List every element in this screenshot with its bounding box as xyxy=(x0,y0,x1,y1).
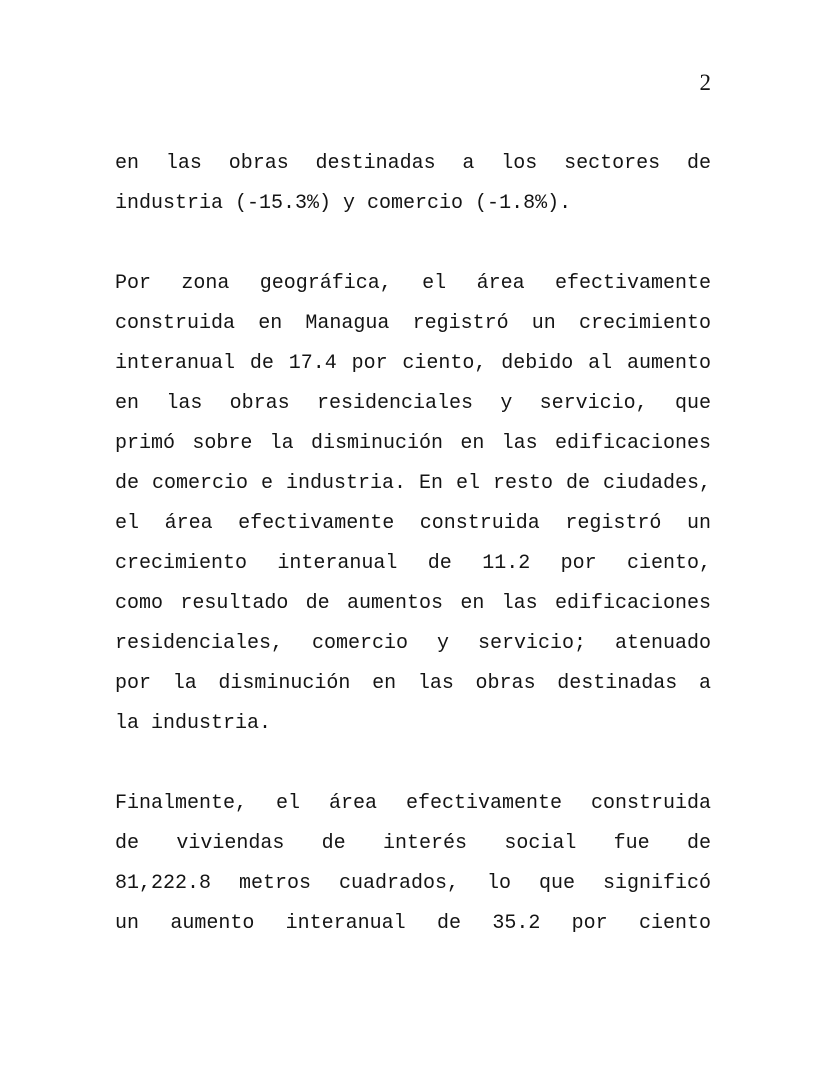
text-line: primó sobre la disminución en las edificaciones xyxy=(115,432,711,455)
text-line: crecimiento interanual de 11.2 por ciento, xyxy=(115,552,711,575)
paragraph xyxy=(115,264,711,744)
text-line: la industria. xyxy=(115,712,272,735)
text-line: Por zona geográfica, el área efectivamente xyxy=(115,272,711,295)
text-line: como resultado de aumentos en las edificaciones xyxy=(115,592,711,615)
text-line: un aumento interanual de 35.2 por ciento xyxy=(115,912,711,935)
text-line: construida en Managua registró un crecimiento xyxy=(115,312,711,335)
text-line: por la disminución en las obras destinadas a xyxy=(115,672,711,695)
text-line: residenciales, comercio y servicio; atenuado xyxy=(115,632,711,655)
page-number: 2 xyxy=(699,70,711,95)
text-line: en las obras residenciales y servicio, que xyxy=(115,392,711,415)
text-line: el área efectivamente construida registró un xyxy=(115,512,711,535)
text-line: 81,222.8 metros cuadrados, lo que significó xyxy=(115,872,711,895)
text-line: en las obras destinadas a los sectores de xyxy=(115,152,711,175)
text-line: Finalmente, el área efectivamente construida xyxy=(115,792,711,815)
text-line: interanual de 17.4 por ciento, debido al aumento xyxy=(115,352,711,375)
document-body xyxy=(115,144,711,944)
text-line: de comercio e industria. En el resto de ciudades, xyxy=(115,472,711,495)
text-line: de viviendas de interés social fue de xyxy=(115,832,711,855)
text-line: industria (-15.3%) y comercio (-1.8%). xyxy=(115,192,572,215)
paragraph xyxy=(115,144,711,224)
paragraph xyxy=(115,784,711,944)
